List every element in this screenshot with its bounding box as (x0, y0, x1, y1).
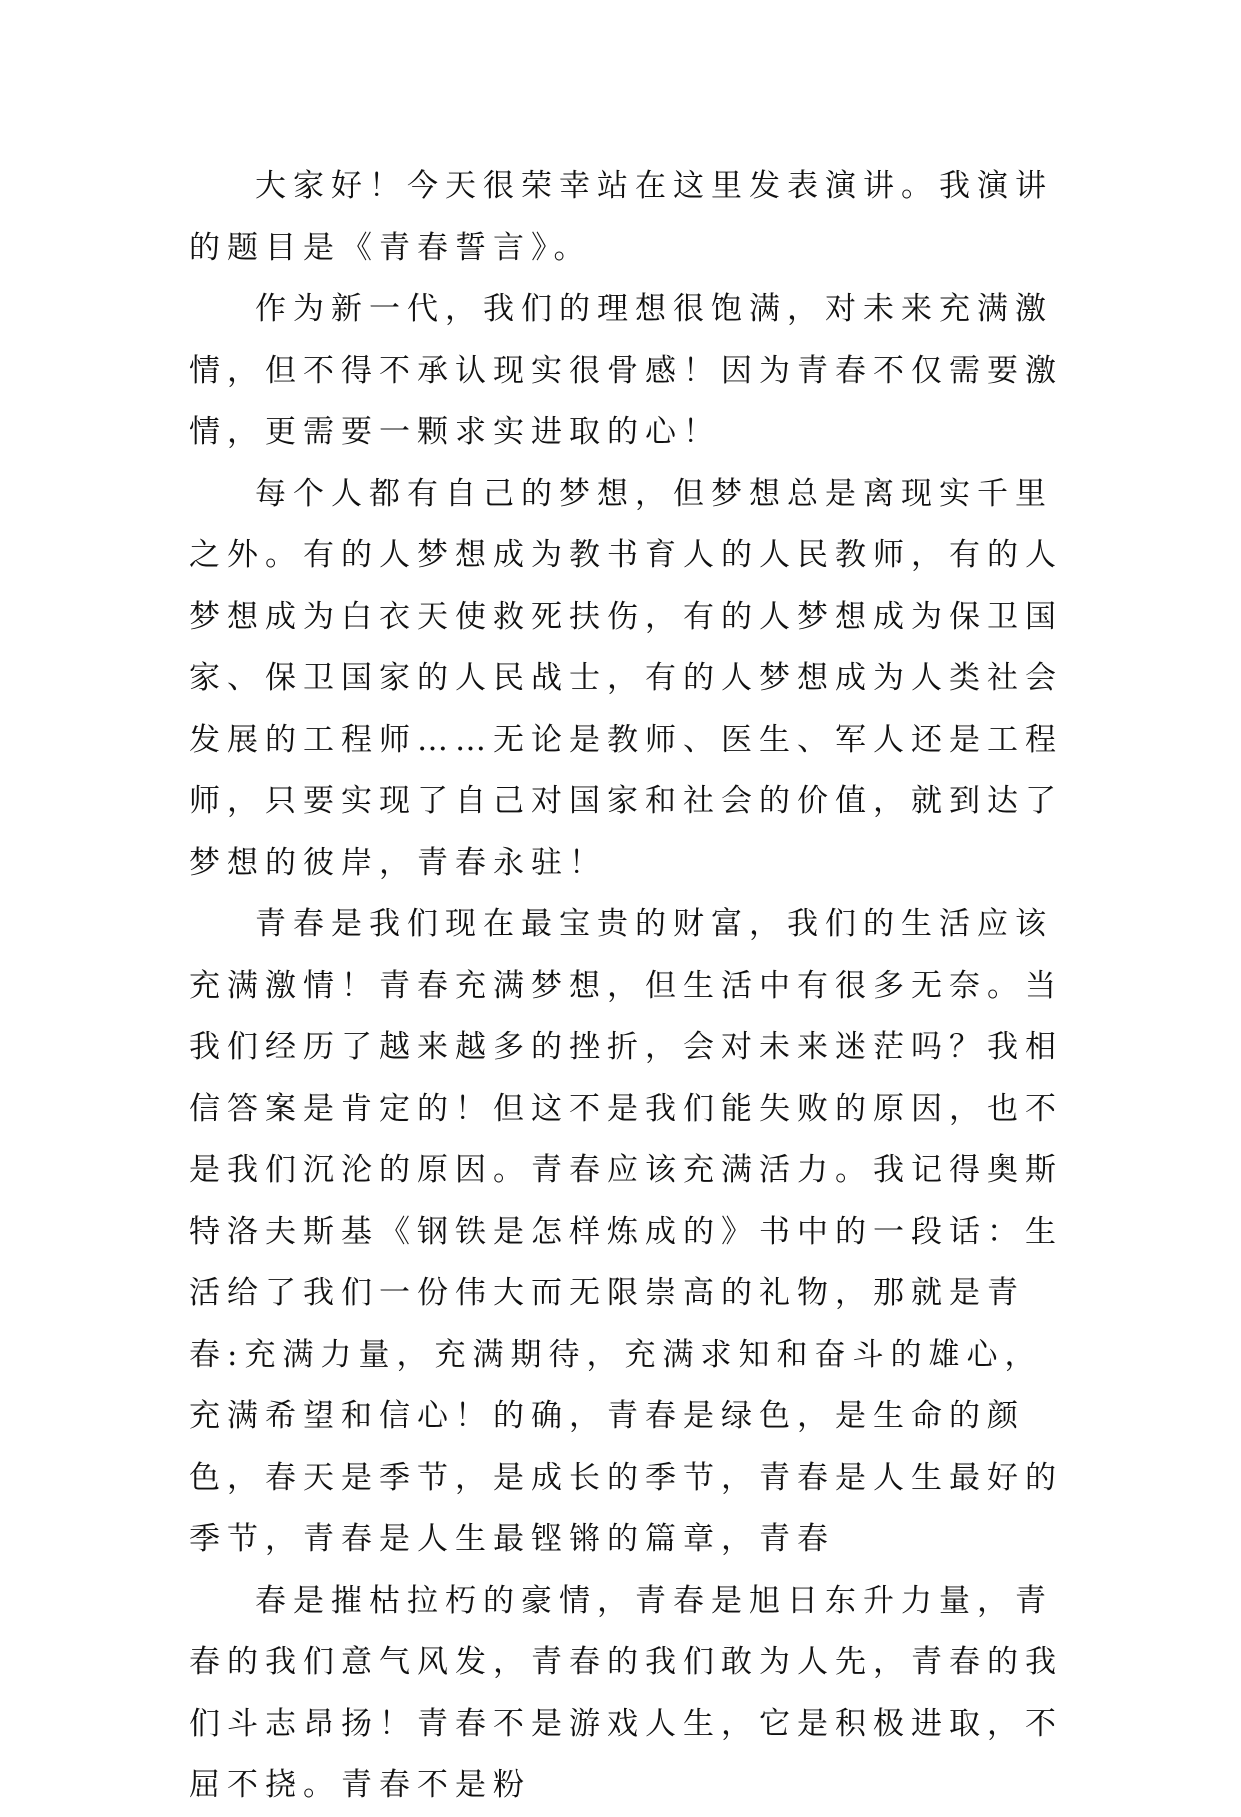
paragraph-2: 作为新一代，我们的理想很饱满，对未来充满激情，但不得不承认现实很骨感！因为青春不仅需要激情，更需要一颗求实进取的心！ (189, 291, 1063, 450)
document-body (189, 156, 1069, 1817)
paragraph-4: 青春是我们现在最宝贵的财富，我们的生活应该充满激情！青春充满梦想，但生活中有很多无奈。当我们经历了越来越多的挫折，会对未来迷茫吗？我相信答案是肯定的！但这不是我们能失败的原因，也不是我们沉沦的原因。青春应该充满活力。我记得奥斯特洛夫斯基《钢铁是怎样炼成的》书中的一段话：生活给了我们一份伟大而无限崇高的礼物，那就是青春:充满力量，充满期待，充满求知和奋斗的雄心，充满希望和信心！的确，青春是绿色，是生命的颜色，春天是季节，是成长的季节，青春是人生最好的季节，青春是人生最铿锵的篇章，青春 (189, 906, 1063, 1557)
paragraph-1: 大家好！今天很荣幸站在这里发表演讲。我演讲的题目是《青春誓言》。 (189, 168, 1053, 266)
paragraph-3: 每个人都有自己的梦想，但梦想总是离现实千里之外。有的人梦想成为教书育人的人民教师，有的人梦想成为白衣天使救死扶伤，有的人梦想成为保卫国家、保卫国家的人民战士，有的人梦想成为人类社会发展的工程师……无论是教师、医生、军人还是工程师，只要实现了自己对国家和社会的价值，就到达了梦想的彼岸，青春永驻！ (189, 475, 1063, 881)
paragraph-5: 春是摧枯拉朽的豪情，青春是旭日东升力量，青春的我们意气风发，青春的我们敢为人先，青春的我们斗志昂扬！青春不是游戏人生，它是积极进取，不屈不挠。青春不是粉 (189, 1582, 1063, 1803)
